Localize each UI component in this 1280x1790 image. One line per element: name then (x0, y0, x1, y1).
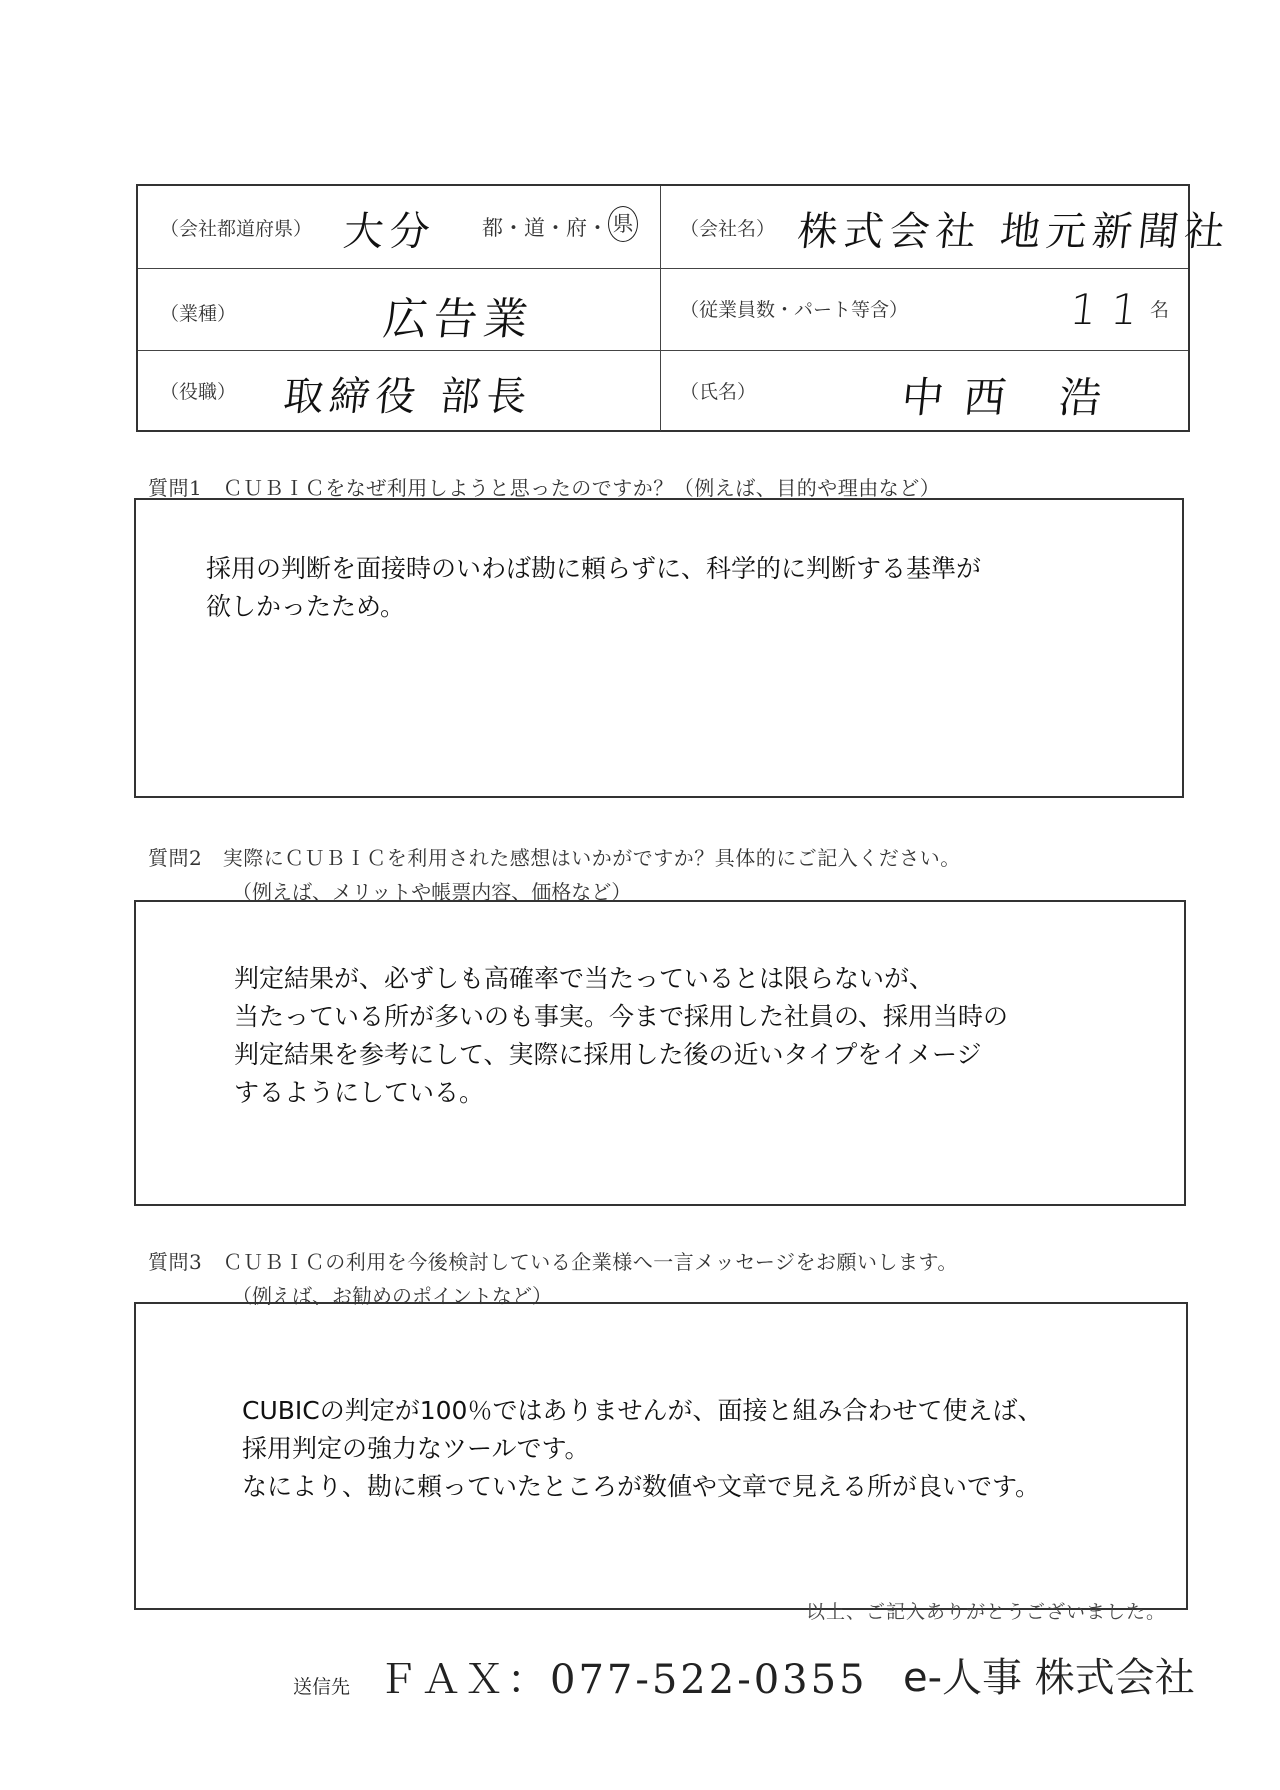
name-value: 中西 浩 (899, 373, 1124, 422)
name-label: （氏名） (680, 381, 757, 403)
fax-prefix: 送信先 (293, 1676, 351, 1698)
question-3-title: 質問3 ＣＵＢＩＣの利用を今後検討している企業様へ一言メッセージをお願いします。 (148, 1250, 958, 1274)
industry-value: 広告業 (380, 294, 537, 345)
answer-line: 判定結果が、必ずしも高確率で当たっているとは限らないが、 (234, 964, 935, 993)
answer-line: なにより、勘に頼っていたところが数値や文章で見える所が良いです。 (242, 1472, 1041, 1501)
question-2-answer (234, 960, 1008, 1112)
answer-line: CUBICの判定が100％ではありませんが、面接と組み合わせて使えば、 (242, 1396, 1043, 1425)
question-2-answer-box (134, 900, 1186, 1206)
answer-line: 欲しかったため。 (206, 592, 406, 621)
answer-line: 採用判定の強力なツールです。 (242, 1434, 590, 1463)
question-1-answer (206, 550, 981, 626)
employees-unit: 名 (1150, 299, 1170, 321)
position-value: 取締役 部長 (281, 374, 535, 420)
info-row-prefecture-company (138, 186, 1233, 268)
position-label: （役職） (160, 381, 237, 403)
question-3-answer-box (134, 1302, 1188, 1610)
answer-line: 当たっている所が多いのも事実。今まで採用した社員の、採用当時の (234, 1002, 1009, 1031)
prefecture-label: （会社都道府県） (160, 218, 313, 240)
info-row-industry-employees (138, 268, 1188, 351)
info-row-position-name (138, 350, 1188, 431)
question-1-answer-box (134, 498, 1184, 798)
answer-line: 採用の判断を面接時のいわば勘に頼らずに、科学的に判断する基準が (206, 554, 982, 583)
question-1-title: 質問1 ＣＵＢＩＣをなぜ利用しようと思ったのですか？（例えば、目的や理由など） (148, 476, 941, 500)
question-3-subtitle: （例えば、お勧めのポイントなど） (232, 1284, 552, 1308)
company-label: （会社名） (680, 218, 776, 240)
employees-label: （従業員数・パート等含） (680, 299, 909, 321)
question-3-answer (242, 1392, 1042, 1506)
fax-number: ＦＡＸ：077-522-0355 (378, 1657, 868, 1703)
question-2-title: 質問2 実際にＣＵＢＩＣを利用された感想はいかがですか？具体的にご記入ください。 (148, 846, 961, 870)
employees-value: 11 (1067, 285, 1155, 334)
answer-line: 判定結果を参考にして、実際に採用した後の近いタイプをイメージ (234, 1040, 982, 1069)
question-2-subtitle: （例えば、メリットや帳票内容、価格など） (232, 880, 632, 904)
company-value: 株式会社 地元新聞社 (795, 209, 1233, 255)
prefecture-suffix-selected: 県 (608, 206, 638, 242)
company-name: e-人事 株式会社 (903, 1655, 1195, 1701)
industry-label: （業種） (160, 303, 237, 325)
closing-note: 以上、ご記入ありがとうございました。 (805, 1601, 1166, 1623)
respondent-info-table (136, 184, 1233, 432)
prefecture-suffix-options: 都・道・府・ (482, 216, 608, 240)
answer-line: するようにしている。 (234, 1078, 485, 1107)
prefecture-value: 大分 (341, 209, 439, 255)
column-divider (660, 186, 661, 268)
